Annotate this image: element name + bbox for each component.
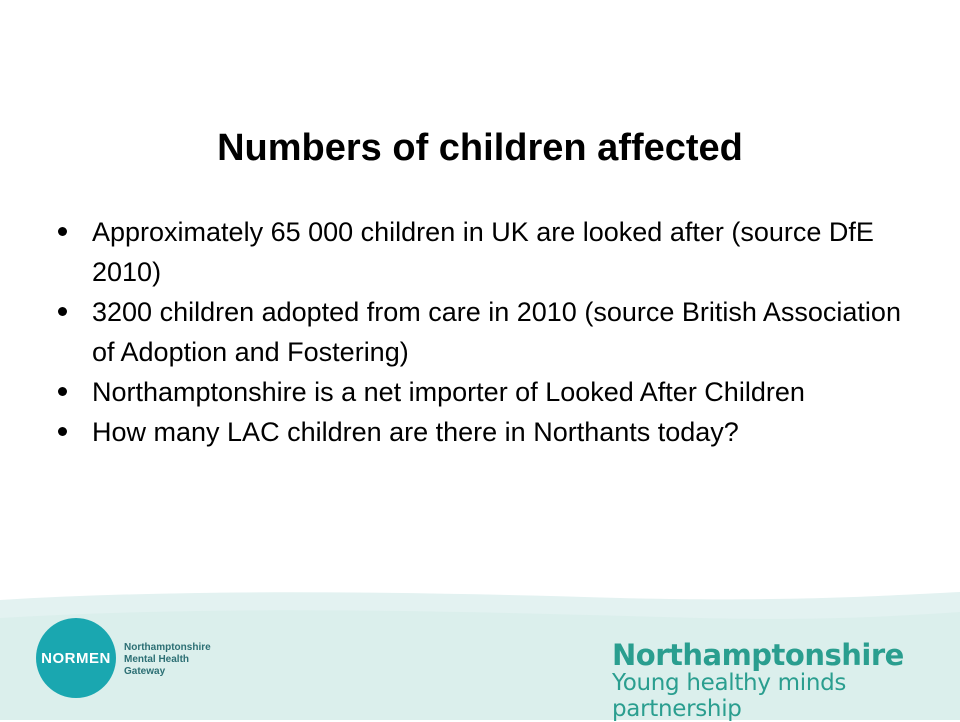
bullet-text: 3200 children adopted from care in 2010 (source British Association of Adoption and Fostering): [92, 297, 901, 367]
bullet-icon: [58, 427, 67, 436]
partnership-logo: [612, 640, 932, 722]
normen-subtitle-line: Gateway: [124, 666, 166, 677]
bullet-icon: [58, 387, 67, 396]
bullet-item: [56, 292, 916, 372]
bullet-icon: [58, 307, 67, 316]
bullet-item: [56, 412, 916, 452]
bullet-icon: [58, 227, 67, 236]
normen-logo-word: NORMEN: [41, 649, 111, 667]
normen-logo: [36, 618, 116, 698]
normen-logo-subtitle: [124, 642, 244, 678]
slide-title: Numbers of children affected: [217, 127, 743, 169]
partnership-logo-tagline: Young healthy minds partnership: [612, 670, 847, 722]
normen-subtitle-line: Mental Health: [124, 654, 190, 665]
normen-subtitle-line: Northamptonshire: [124, 642, 211, 653]
partnership-logo-title: Northamptonshire: [612, 638, 904, 672]
bullet-text: Approximately 65 000 children in UK are looked after (source DfE 2010): [92, 217, 874, 287]
normen-logo-circle: [36, 618, 116, 698]
bullet-text: Northamptonshire is a net importer of Looked After Children: [92, 377, 805, 407]
bullet-item: [56, 372, 916, 412]
bullet-item: [56, 212, 916, 292]
bullet-list: [56, 212, 916, 452]
bullet-text: How many LAC children are there in Northants today?: [92, 417, 739, 447]
